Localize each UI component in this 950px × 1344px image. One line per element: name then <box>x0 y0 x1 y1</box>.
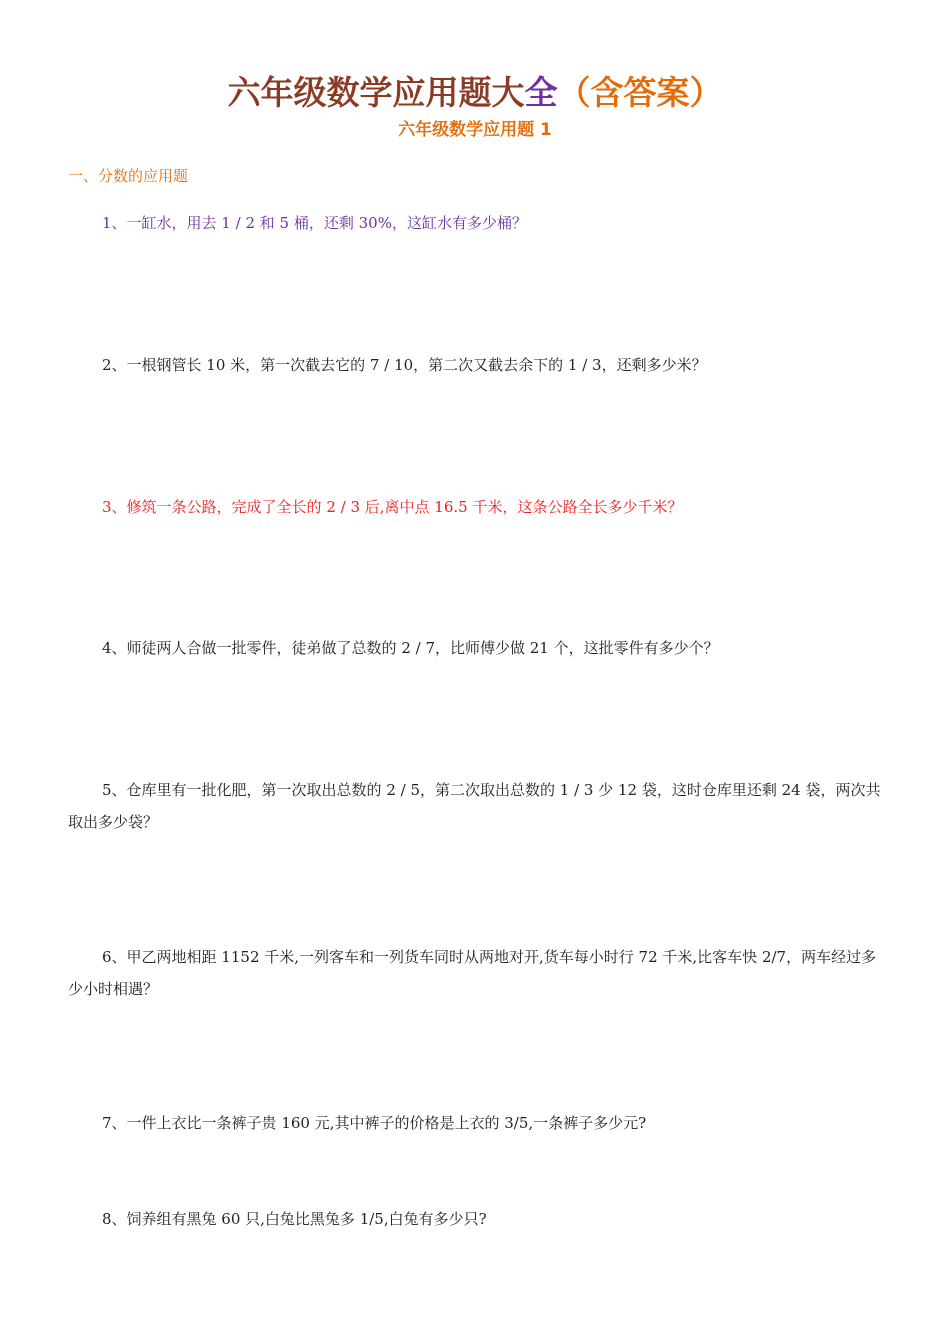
question-8: 8、饲养组有黑兔 60 只,白兔比黑兔多 1/5,白兔有多少只? <box>102 1210 487 1228</box>
question-5: 5、仓库里有一批化肥，第一次取出总数的 2 / 5，第二次取出总数的 1 / 3 少 12 袋，这时仓库里还剩 24 袋，两次共取出多少袋？ <box>68 781 881 831</box>
title-part-3: （含答案） <box>557 73 723 112</box>
section-heading: 一、分数的应用题 <box>68 167 189 185</box>
title-part-1: 六年级数学应用题大 <box>227 73 525 112</box>
document-subtitle: 六年级数学应用题 1 <box>398 120 552 140</box>
question-1: 1、一缸水，用去 1 / 2 和 5 桶，还剩 30%，这缸水有多少桶？ <box>102 214 527 232</box>
question-3: 3、修筑一条公路，完成了全长的 2 / 3 后,离中点 16.5 千米，这条公路全长多少千米？ <box>102 498 683 516</box>
title-part-2: 全 <box>524 73 558 112</box>
question-4: 4、师徒两人合做一批零件，徒弟做了总数的 2 / 7，比师傅少做 21 个，这批零件有多少个？ <box>102 639 719 657</box>
question-6: 6、甲乙两地相距 1152 千米,一列客车和一列货车同时从两地对开,货车每小时行 72 千米,比客车快 2/7，两车经过多少小时相遇？ <box>68 948 877 998</box>
question-7: 7、一件上衣比一条裤子贵 160 元,其中裤子的价格是上衣的 3/5,一条裤子多少元? <box>102 1114 647 1132</box>
question-2: 2、一根钢管长 10 米，第一次截去它的 7 / 10，第二次又截去余下的 1 / 3，还剩多少米？ <box>102 356 707 374</box>
document-title <box>0 70 950 116</box>
